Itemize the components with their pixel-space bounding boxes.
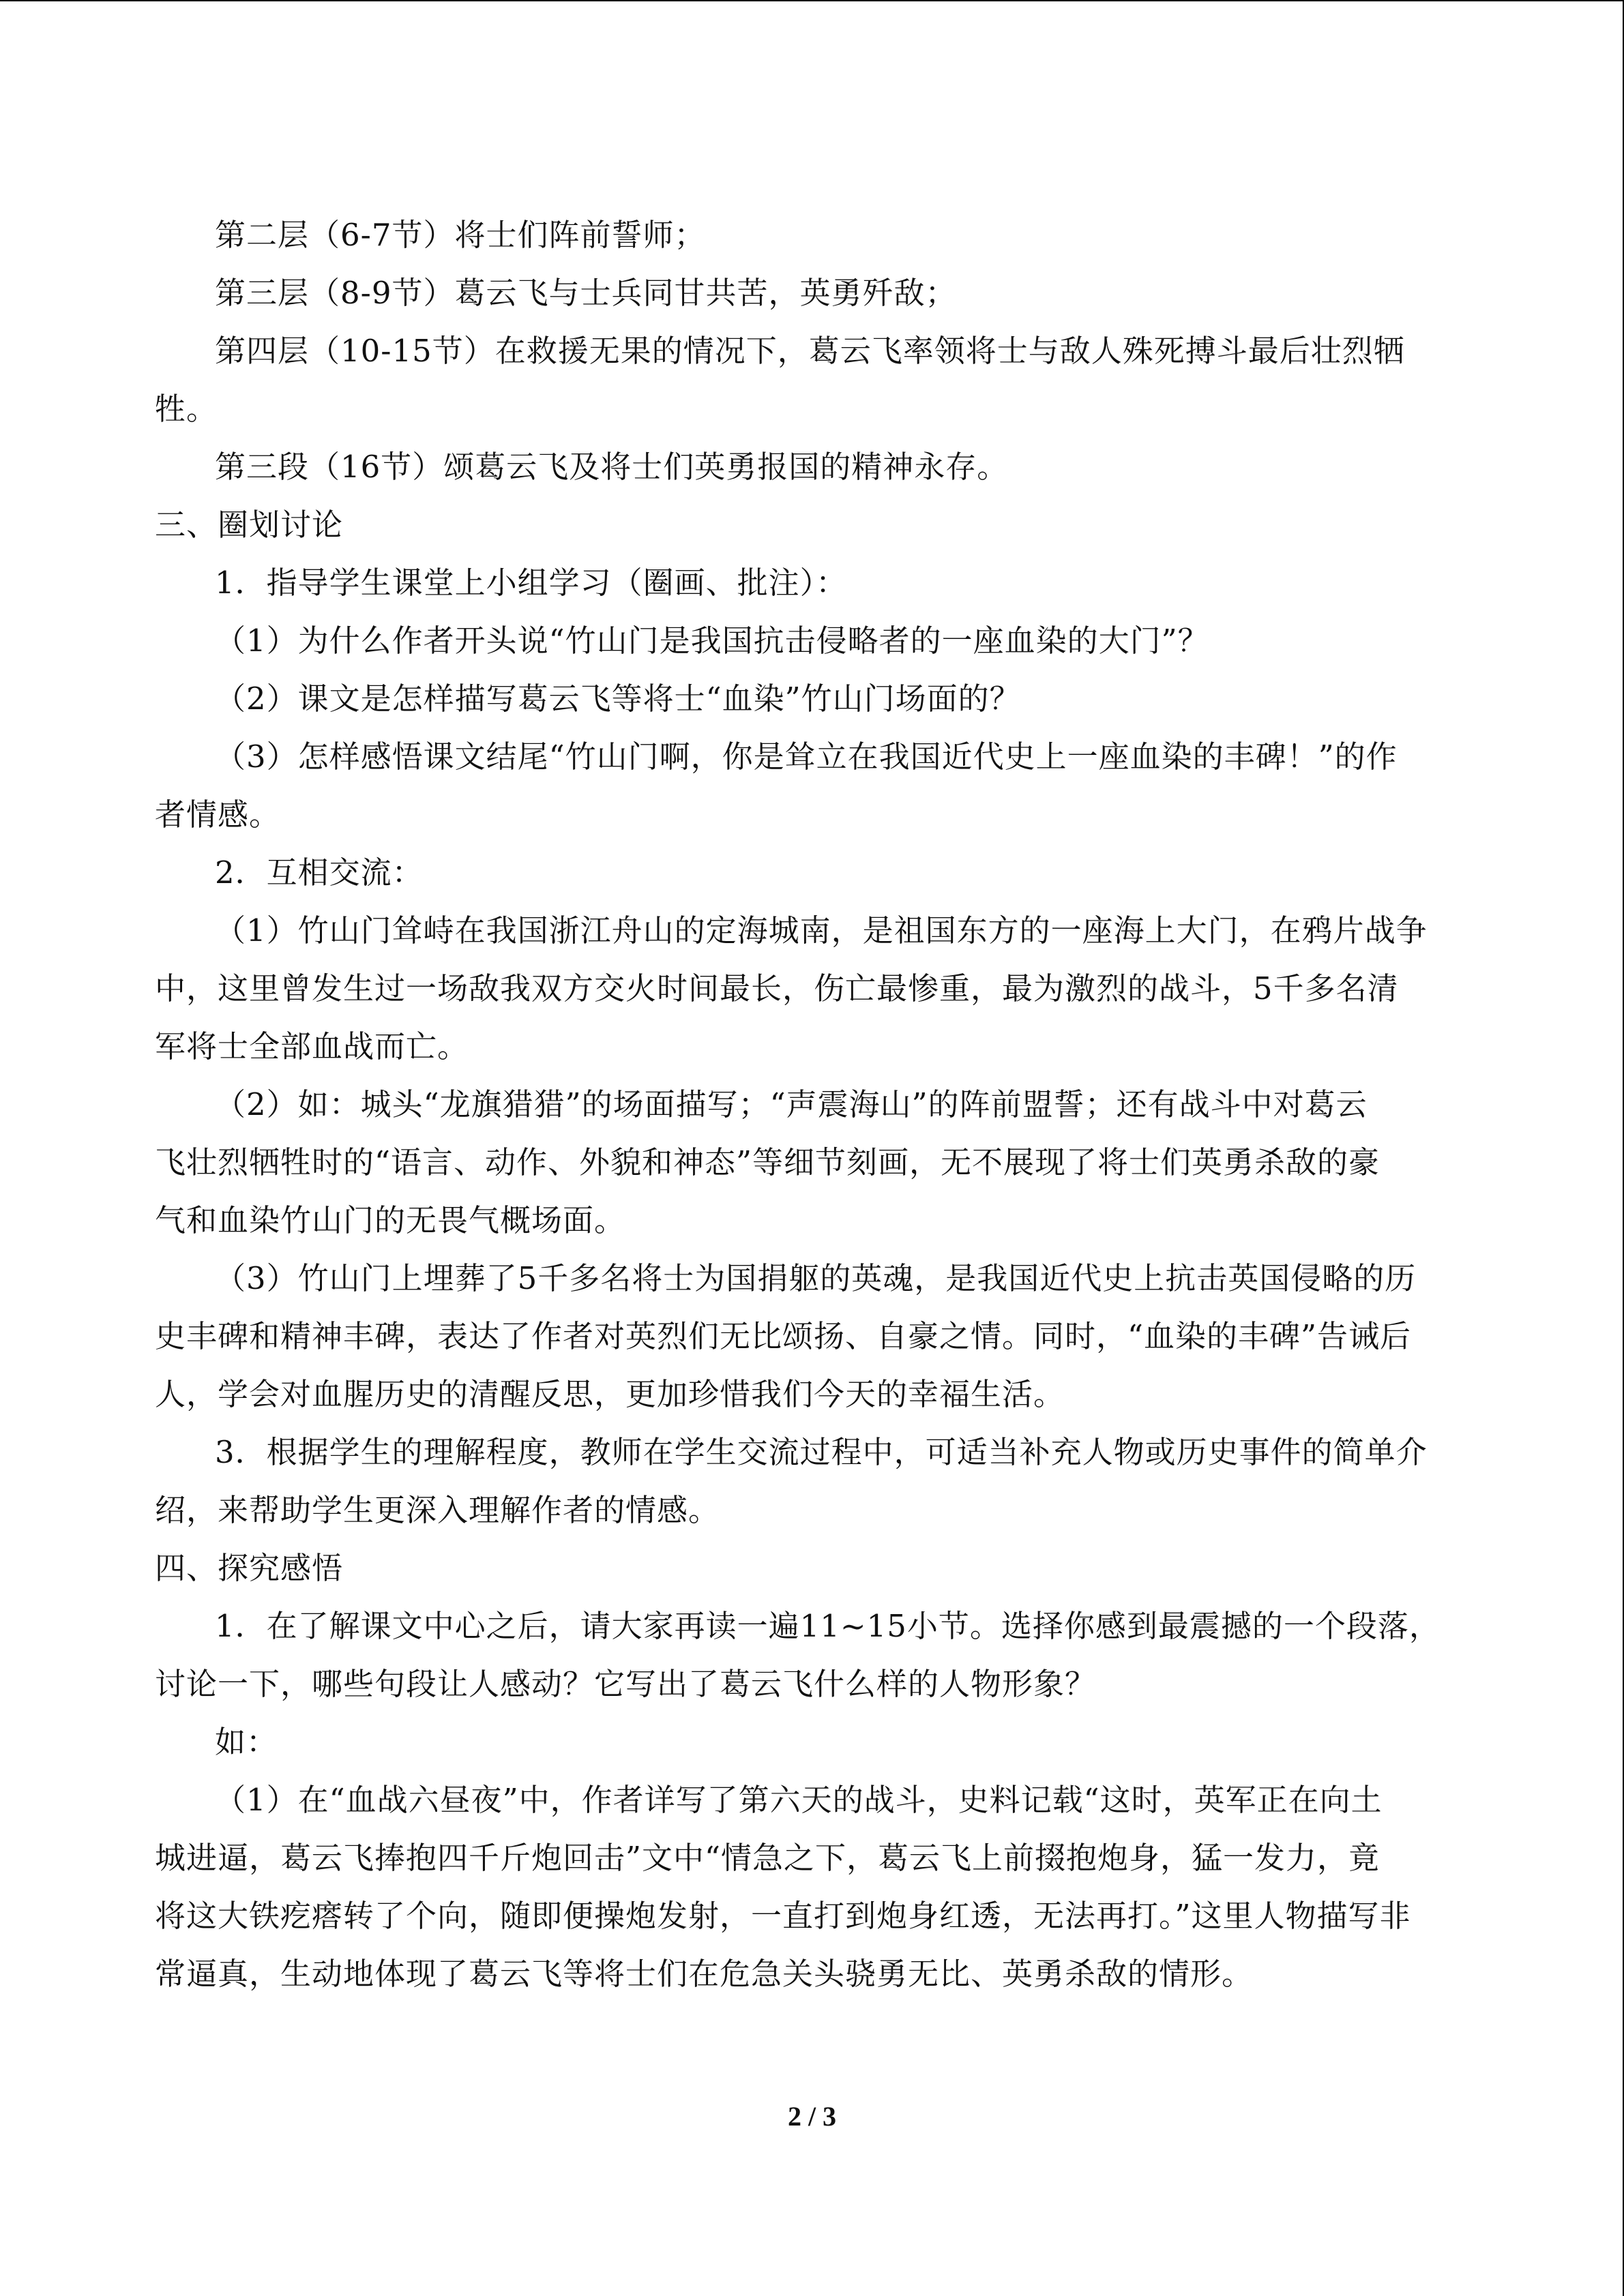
text-line: 中，这里曾发生过一场敌我双方交火时间最长，伤亡最惨重，最为激烈的战斗，5千多名清: [155, 970, 1399, 1007]
text-line: （1）为什么作者开头说“竹山门是我国抗击侵略者的一座血染的大门”？: [215, 623, 1209, 659]
text-line: 第二层（6-7节）将士们阵前誓师；: [215, 217, 706, 253]
text-line: 人，学会对血腥历史的清醒反思，更加珍惜我们今天的幸福生活。: [155, 1376, 1065, 1412]
text-line: 者情感。: [155, 796, 281, 833]
text-line: （3）怎样感悟课文结尾“竹山门啊，你是耸立在我国近代史上一座血染的丰碑！”的作: [215, 739, 1398, 775]
text-line: 史丰碑和精神丰碑，表达了作者对英烈们无比颂扬、自豪之情。同时，“血染的丰碑”告诫后: [155, 1318, 1412, 1354]
text-line: 气和血染竹山门的无畏气概场面。: [155, 1202, 626, 1238]
page-number: 2 / 3: [787, 2101, 837, 2132]
text-line: 第三层（8-9节）葛云飞与士兵同甘共苦，英勇歼敌；: [215, 275, 957, 311]
text-line: 将这大铁疙瘩转了个向，随即便操炮发射，一直打到炮身红透，无法再打。”这里人物描写非: [155, 1898, 1411, 1934]
text-line: 四、探究感悟: [155, 1550, 344, 1586]
text-line: 如：: [215, 1724, 278, 1760]
document-body: [155, 206, 1471, 2003]
text-line: 牲。: [155, 391, 218, 427]
text-line: 飞壮烈牺牲时的“语言、动作、外貌和神态”等细节刻画，无不展现了将士们英勇杀敌的豪: [155, 1144, 1381, 1180]
text-line: 2．互相交流：: [215, 854, 424, 891]
text-line: 常逼真，生动地体现了葛云飞等将士们在危急关头骁勇无比、英勇杀敌的情形。: [155, 1956, 1254, 1992]
text-line: 1．指导学生课堂上小组学习（圈画、批注）：: [215, 565, 848, 601]
text-line: 绍，来帮助学生更深入理解作者的情感。: [155, 1492, 720, 1528]
text-line: （2）课文是怎样描写葛云飞等将士“血染”竹山门场面的？: [215, 681, 1021, 717]
text-line: 1．在了解课文中心之后，请大家再读一遍11~15小节。选择你感到最震撼的一个段落，: [215, 1608, 1441, 1644]
text-line: 3．根据学生的理解程度，教师在学生交流过程中，可适当补充人物或历史事件的简单介: [215, 1434, 1428, 1470]
text-line: 军将士全部血战而亡。: [155, 1028, 469, 1064]
text-line: 讨论一下，哪些句段让人感动？它写出了葛云飞什么样的人物形象？: [155, 1666, 1097, 1702]
text-line: 第三段（16节）颂葛云飞及将士们英勇报国的精神永存。: [215, 449, 1009, 485]
text-line: 第四层（10-15节）在救援无果的情况下，葛云飞率领将士与敌人殊死搏斗最后壮烈牺: [215, 333, 1405, 369]
text-line: （2）如：城头“龙旗猎猎”的场面描写；“声震海山”的阵前盟誓；还有战斗中对葛云: [215, 1086, 1368, 1122]
text-line: （1）在“血战六昼夜”中，作者详写了第六天的战斗，史料记载“这时，英军正在向土: [215, 1782, 1383, 1818]
text-line: （1）竹山门耸峙在我国浙江舟山的定海城南，是祖国东方的一座海上大门，在鸦片战争: [215, 912, 1428, 949]
text-line: 城进逼，葛云飞捧抱四千斤炮回击”文中“情急之下，葛云飞上前掇抱炮身，猛一发力，竟: [155, 1840, 1381, 1876]
text-line: 三、圈划讨论: [155, 507, 344, 543]
text-line: （3）竹山门上埋葬了5千多名将士为国捐躯的英魂，是我国近代史上抗击英国侵略的历: [215, 1260, 1417, 1296]
